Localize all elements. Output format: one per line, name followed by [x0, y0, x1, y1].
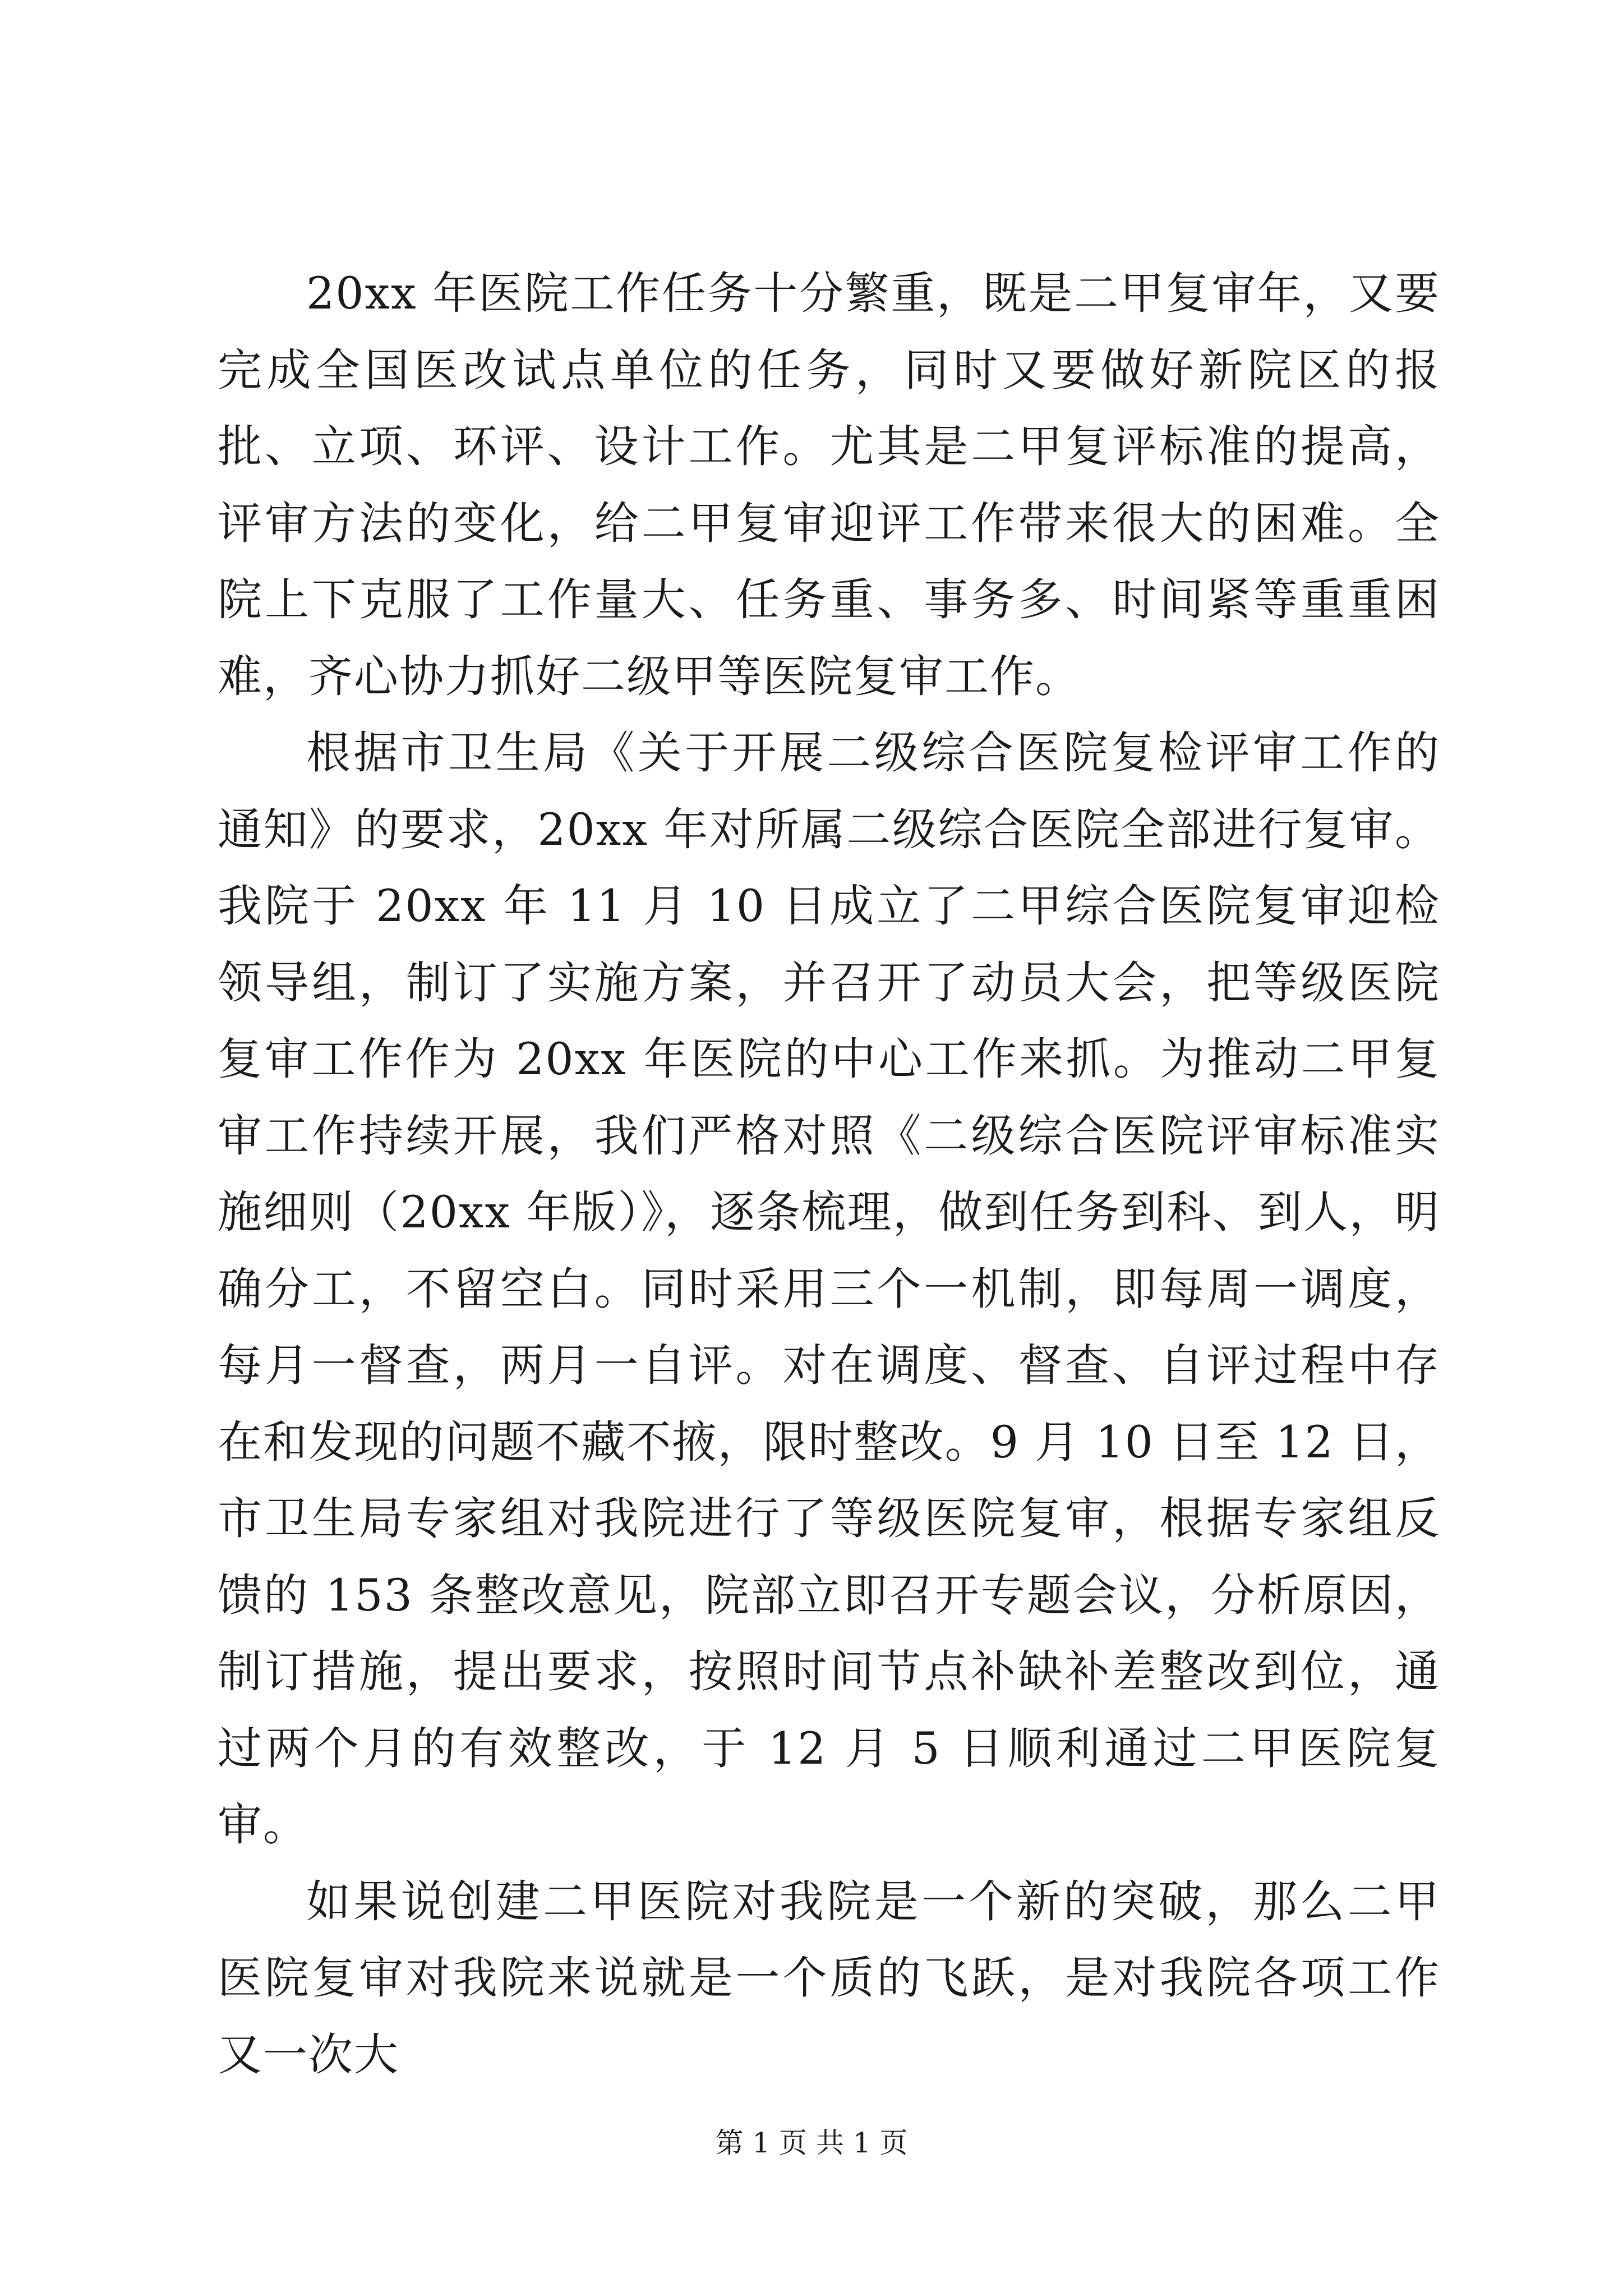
- paragraph-2: 根据市卫生局《关于开展二级综合医院复检评审工作的通知》的要求，20xx 年对所属二级综合医院全部进行复审。我院于 20xx 年 11 月 10 日成立了二甲综合医院复审迎检领导组，制订了实施方案，并召开了动员大会，把等级医院复审工作作为 20xx 年医院的中心工作来抓。为推动二甲复审工作持续开展，我们严格对照《二级综合医院评审标准实施细则（20xx 年版）》，逐条梳理，做到任务到科、到人，明确分工，不留空白。同时采用三个一机制，即每周一调度，每月一督查，两月一自评。对在调度、督查、自评过程中存在和发现的问题不藏不掖，限时整改。9 月 10 日至 12 日，市卫生局专家组对我院进行了等级医院复审，根据专家组反馈的 153 条整改意见，院部立即召开专题会议，分析原因，制订措施，提出要求，按照时间节点补缺补差整改到位，通过两个月的有效整改，于 12 月 5 日顺利通过二甲医院复审。: [218, 727, 1440, 1851]
- page-footer: 第 1 页 共 1 页: [715, 2127, 908, 2159]
- paragraph-3: 如果说创建二甲医院对我院是一个新的突破，那么二甲医院复审对我院来说就是一个质的飞跃，是对我院各项工作又一次大: [218, 1875, 1440, 2081]
- paragraph-1: 20xx 年医院工作任务十分繁重，既是二甲复审年，又要完成全国医改试点单位的任务，同时又要做好新院区的报批、立项、环评、设计工作。尤其是二甲复评标准的提高，评审方法的变化，给二甲复审迎评工作带来很大的困难。全院上下克服了工作量大、任务重、事务多、时间紧等重重困难，齐心协力抓好二级甲等医院复审工作。: [218, 268, 1440, 702]
- document-body: [218, 255, 1440, 2093]
